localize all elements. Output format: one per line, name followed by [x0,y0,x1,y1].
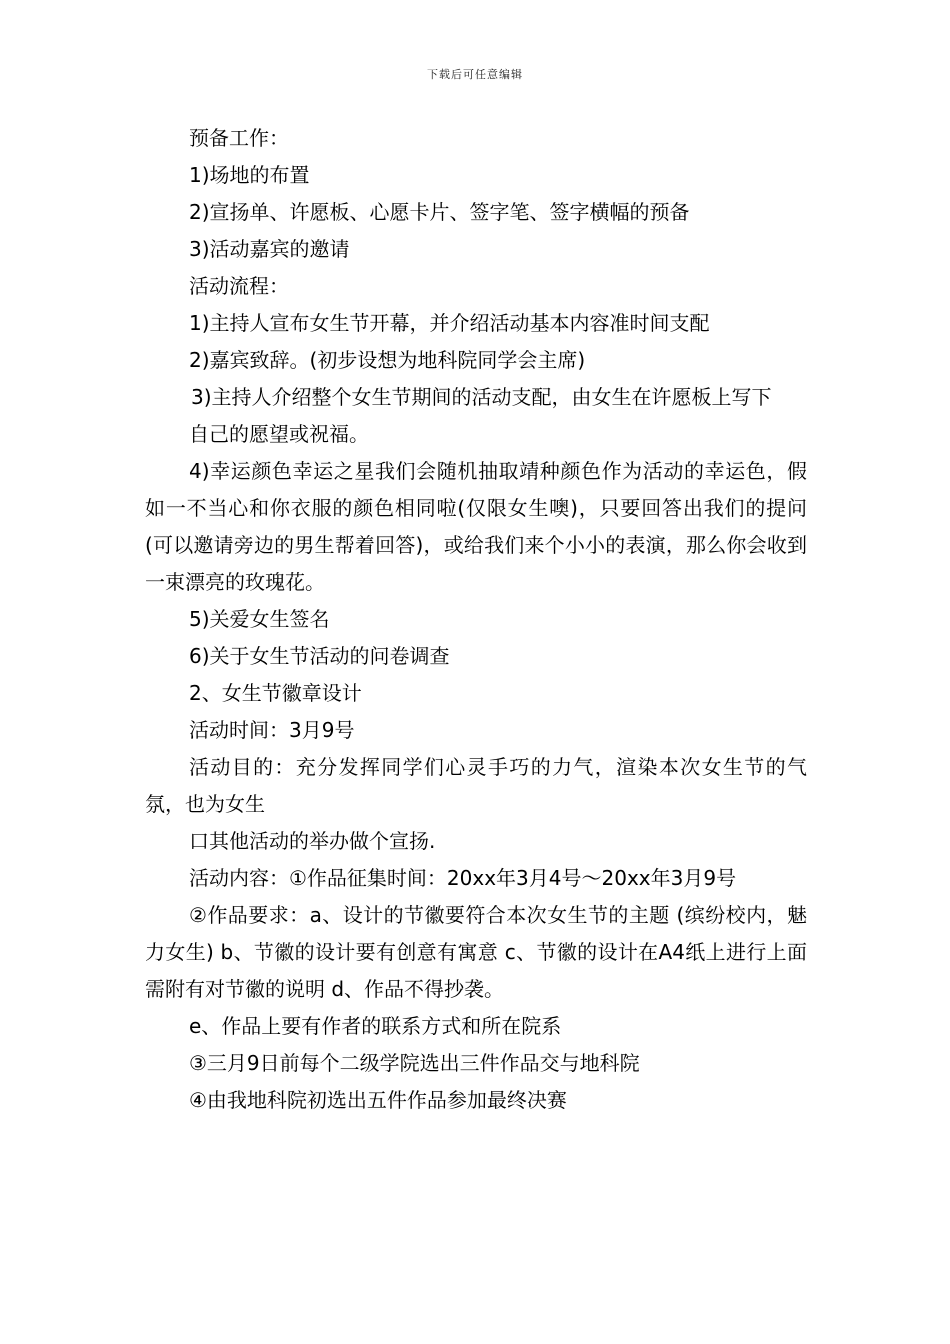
paragraph-process-3-cont: 自己的愿望或祝福。 [189,422,369,446]
paragraph-prep-3: 3)活动嘉宾的邀请 [189,237,350,261]
paragraph-section-2: 2、女生节徽章设计 [189,681,362,705]
paragraph-activity-time: 活动时间：3月9号 [189,718,355,742]
paragraph-process-5: 5)关爱女生签名 [189,607,330,631]
paragraph-prep-2: 2)宣扬单、许愿板、心愿卡片、签字笔、签字横幅的预备 [189,200,690,224]
document-body [145,120,807,1119]
page-header: 下载后可任意编辑 [427,68,523,81]
paragraph-prep-1: 1)场地的布置 [189,163,310,187]
paragraph-process-4: 4)幸运颜色幸运之星我们会随机抽取靖种颜色作为活动的幸运色，假如一不当心和你衣服的颜色相同啦(仅限女生噢)，只要回答出我们的提问(可以邀请旁边的男生帮着回答)，或给我们来个小小的表演，那么你会收到一束漂亮的玫瑰花。 [145,459,807,594]
paragraph-step-3: ③三月9日前每个二级学院选出三件作品交与地科院 [189,1051,640,1075]
paragraph-step-4: ④由我地科院初选出五件作品参加最终决赛 [189,1088,567,1112]
paragraph-requirements: ②作品要求：a、设计的节徽要符合本次女生节的主题 (缤纷校内，魅力女生) b、节徽的设计要有创意有寓意 c、节徽的设计在A4纸上进行上面需附有对节徽的说明 d、作品不得抄袭。 [145,903,807,1001]
paragraph-process-3: 3)主持人介绍整个女生节期间的活动支配，由女生在许愿板上写下 [191,385,772,409]
paragraph-process-title: 活动流程： [189,274,289,298]
paragraph-process-1: 1)主持人宣布女生节开幕，并介绍活动基本内容准时间支配 [189,311,710,335]
paragraph-prep-title: 预备工作： [189,126,289,150]
paragraph-activity-purpose-cont: 口其他活动的举办做个宣扬. [189,829,436,853]
paragraph-activity-content: 活动内容：①作品征集时间：20xx年3月4号～20xx年3月9号 [189,866,737,890]
paragraph-process-2: 2)嘉宾致辞。(初步设想为地科院同学会主席) [189,348,586,372]
paragraph-process-6: 6)关于女生节活动的问卷调查 [189,644,450,668]
paragraph-activity-purpose: 活动目的：充分发挥同学们心灵手巧的力气，渲染本次女生节的气氛，也为女生 [145,755,807,816]
paragraph-requirement-e: e、作品上要有作者的联系方式和所在院系 [189,1014,562,1038]
